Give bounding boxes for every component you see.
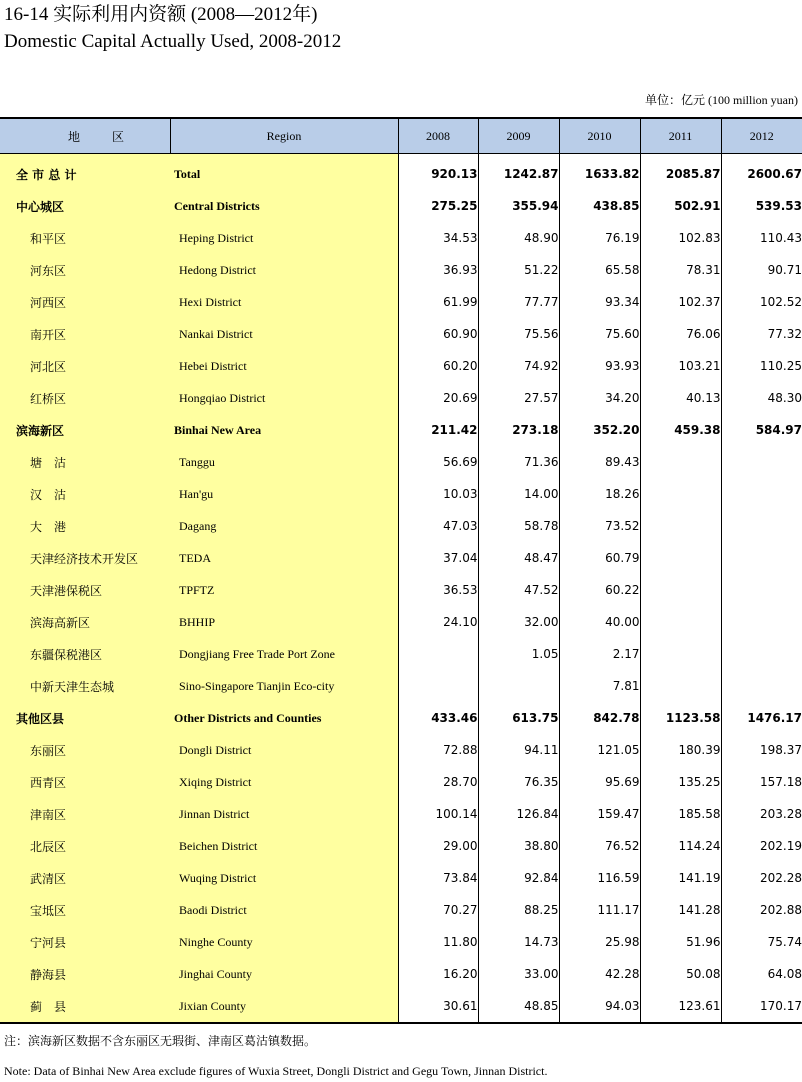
value-cell: 51.22 bbox=[478, 254, 559, 286]
value-cell: 1633.82 bbox=[559, 158, 640, 190]
region-name-cn: 东疆保税港区 bbox=[0, 638, 170, 670]
table-row bbox=[0, 990, 802, 1023]
value-cell: 157.18 bbox=[721, 766, 802, 798]
value-cell: 89.43 bbox=[559, 446, 640, 478]
value-cell bbox=[640, 670, 721, 702]
header-row bbox=[0, 118, 802, 154]
region-name-cn: 全 市 总 计 bbox=[0, 158, 170, 190]
value-cell: 14.00 bbox=[478, 478, 559, 510]
value-cell: 34.53 bbox=[398, 222, 478, 254]
region-name-cn: 滨海新区 bbox=[0, 414, 170, 446]
value-cell: 42.28 bbox=[559, 958, 640, 990]
region-name-en: Dongjiang Free Trade Port Zone bbox=[170, 638, 398, 670]
table-row bbox=[0, 862, 802, 894]
value-cell: 2.17 bbox=[559, 638, 640, 670]
unit-label: 单位：亿元 (100 million yuan) bbox=[645, 93, 798, 107]
region-name-cn: 武清区 bbox=[0, 862, 170, 894]
value-cell: 141.28 bbox=[640, 894, 721, 926]
value-cell bbox=[721, 638, 802, 670]
value-cell: 34.20 bbox=[559, 382, 640, 414]
region-name-cn: 南开区 bbox=[0, 318, 170, 350]
value-cell bbox=[721, 510, 802, 542]
value-cell: 48.85 bbox=[478, 990, 559, 1023]
region-name-cn: 静海县 bbox=[0, 958, 170, 990]
table-row bbox=[0, 926, 802, 958]
table-row bbox=[0, 318, 802, 350]
region-name-en: Xiqing District bbox=[170, 766, 398, 798]
value-cell bbox=[721, 606, 802, 638]
value-cell: 33.00 bbox=[478, 958, 559, 990]
value-cell: 77.77 bbox=[478, 286, 559, 318]
value-cell bbox=[721, 542, 802, 574]
value-cell: 75.74 bbox=[721, 926, 802, 958]
value-cell: 56.69 bbox=[398, 446, 478, 478]
value-cell: 11.80 bbox=[398, 926, 478, 958]
value-cell: 27.57 bbox=[478, 382, 559, 414]
header-region-en: Region bbox=[170, 118, 398, 154]
value-cell: 141.19 bbox=[640, 862, 721, 894]
value-cell: 170.17 bbox=[721, 990, 802, 1023]
region-name-en: Nankai District bbox=[170, 318, 398, 350]
region-name-cn: 天津经济技术开发区 bbox=[0, 542, 170, 574]
value-cell: 40.00 bbox=[559, 606, 640, 638]
region-name-cn: 河北区 bbox=[0, 350, 170, 382]
table-row bbox=[0, 382, 802, 414]
table-row bbox=[0, 542, 802, 574]
region-name-cn: 其他区县 bbox=[0, 702, 170, 734]
region-name-en: Other Districts and Counties bbox=[170, 702, 398, 734]
region-name-en: Han'gu bbox=[170, 478, 398, 510]
value-cell: 90.71 bbox=[721, 254, 802, 286]
value-cell: 74.92 bbox=[478, 350, 559, 382]
table-row bbox=[0, 830, 802, 862]
region-name-en: Wuqing District bbox=[170, 862, 398, 894]
value-cell: 202.19 bbox=[721, 830, 802, 862]
region-name-cn: 中心城区 bbox=[0, 190, 170, 222]
region-name-en: Hongqiao District bbox=[170, 382, 398, 414]
value-cell: 60.79 bbox=[559, 542, 640, 574]
page-title-en: Domestic Capital Actually Used, 2008-2012 bbox=[4, 31, 342, 52]
value-cell: 51.96 bbox=[640, 926, 721, 958]
region-name-cn: 中新天津生态城 bbox=[0, 670, 170, 702]
region-name-en: Binhai New Area bbox=[170, 414, 398, 446]
value-cell: 70.27 bbox=[398, 894, 478, 926]
region-name-cn: 河东区 bbox=[0, 254, 170, 286]
region-name-cn: 宝坻区 bbox=[0, 894, 170, 926]
value-cell: 202.28 bbox=[721, 862, 802, 894]
value-cell: 121.05 bbox=[559, 734, 640, 766]
value-cell: 75.60 bbox=[559, 318, 640, 350]
value-cell: 77.32 bbox=[721, 318, 802, 350]
note-cn: 注：滨海新区数据不含东丽区无瑕街、津南区葛沽镇数据。 bbox=[4, 1034, 317, 1048]
value-cell: 88.25 bbox=[478, 894, 559, 926]
value-cell: 211.42 bbox=[398, 414, 478, 446]
value-cell: 185.58 bbox=[640, 798, 721, 830]
value-cell: 159.47 bbox=[559, 798, 640, 830]
table-row bbox=[0, 510, 802, 542]
value-cell bbox=[640, 542, 721, 574]
value-cell: 76.06 bbox=[640, 318, 721, 350]
region-name-cn: 和平区 bbox=[0, 222, 170, 254]
value-cell: 100.14 bbox=[398, 798, 478, 830]
value-cell: 48.90 bbox=[478, 222, 559, 254]
table-row bbox=[0, 734, 802, 766]
region-name-en: Hexi District bbox=[170, 286, 398, 318]
value-cell bbox=[721, 478, 802, 510]
region-name-en: Heping District bbox=[170, 222, 398, 254]
value-cell: 76.35 bbox=[478, 766, 559, 798]
region-name-cn: 蓟 县 bbox=[0, 990, 170, 1023]
value-cell bbox=[478, 670, 559, 702]
region-name-cn: 津南区 bbox=[0, 798, 170, 830]
value-cell bbox=[721, 446, 802, 478]
region-name-en: Total bbox=[170, 158, 398, 190]
table-row bbox=[0, 446, 802, 478]
region-name-en: Sino-Singapore Tianjin Eco-city bbox=[170, 670, 398, 702]
value-cell: 123.61 bbox=[640, 990, 721, 1023]
value-cell: 72.88 bbox=[398, 734, 478, 766]
value-cell: 102.83 bbox=[640, 222, 721, 254]
region-name-en: Dagang bbox=[170, 510, 398, 542]
table-row bbox=[0, 478, 802, 510]
table-row bbox=[0, 222, 802, 254]
value-cell: 93.34 bbox=[559, 286, 640, 318]
region-name-en: Jinghai County bbox=[170, 958, 398, 990]
value-cell: 64.08 bbox=[721, 958, 802, 990]
table-row-summary bbox=[0, 158, 802, 190]
region-name-cn: 宁河县 bbox=[0, 926, 170, 958]
value-cell: 94.03 bbox=[559, 990, 640, 1023]
value-cell: 94.11 bbox=[478, 734, 559, 766]
value-cell: 438.85 bbox=[559, 190, 640, 222]
table-row bbox=[0, 798, 802, 830]
page-title-cn: 16-14 实际利用内资额 (2008—2012年) bbox=[4, 4, 318, 25]
value-cell bbox=[721, 574, 802, 606]
table-row bbox=[0, 766, 802, 798]
table-row bbox=[0, 254, 802, 286]
region-name-cn: 东丽区 bbox=[0, 734, 170, 766]
region-name-cn: 天津港保税区 bbox=[0, 574, 170, 606]
value-cell bbox=[640, 510, 721, 542]
value-cell: 92.84 bbox=[478, 862, 559, 894]
region-name-en: Tanggu bbox=[170, 446, 398, 478]
note-en: Note: Data of Binhai New Area exclude figures of Wuxia Street, Dongli District and Gegu Town, Jinnan District. bbox=[4, 1064, 548, 1078]
value-cell: 30.61 bbox=[398, 990, 478, 1023]
table-row bbox=[0, 574, 802, 606]
value-cell: 842.78 bbox=[559, 702, 640, 734]
value-cell: 14.73 bbox=[478, 926, 559, 958]
header-year: 2008 bbox=[398, 118, 478, 154]
value-cell: 502.91 bbox=[640, 190, 721, 222]
table-row bbox=[0, 350, 802, 382]
value-cell: 102.37 bbox=[640, 286, 721, 318]
value-cell: 28.70 bbox=[398, 766, 478, 798]
value-cell: 76.19 bbox=[559, 222, 640, 254]
value-cell: 102.52 bbox=[721, 286, 802, 318]
value-cell: 110.43 bbox=[721, 222, 802, 254]
value-cell: 36.53 bbox=[398, 574, 478, 606]
region-name-cn: 北辰区 bbox=[0, 830, 170, 862]
region-name-en: TEDA bbox=[170, 542, 398, 574]
region-name-en: Ninghe County bbox=[170, 926, 398, 958]
table-row bbox=[0, 670, 802, 702]
table-row bbox=[0, 894, 802, 926]
value-cell bbox=[640, 478, 721, 510]
table-row bbox=[0, 286, 802, 318]
table-row-summary bbox=[0, 414, 802, 446]
value-cell: 24.10 bbox=[398, 606, 478, 638]
value-cell: 40.13 bbox=[640, 382, 721, 414]
value-cell: 111.17 bbox=[559, 894, 640, 926]
value-cell: 126.84 bbox=[478, 798, 559, 830]
value-cell: 2085.87 bbox=[640, 158, 721, 190]
header-region-cn: 地 区 bbox=[0, 118, 170, 154]
value-cell bbox=[721, 670, 802, 702]
value-cell: 1123.58 bbox=[640, 702, 721, 734]
value-cell: 60.22 bbox=[559, 574, 640, 606]
value-cell: 1476.17 bbox=[721, 702, 802, 734]
header-year: 2009 bbox=[478, 118, 559, 154]
value-cell: 65.58 bbox=[559, 254, 640, 286]
region-name-en: Jixian County bbox=[170, 990, 398, 1023]
value-cell: 48.30 bbox=[721, 382, 802, 414]
region-name-en: Beichen District bbox=[170, 830, 398, 862]
value-cell: 275.25 bbox=[398, 190, 478, 222]
value-cell: 539.53 bbox=[721, 190, 802, 222]
region-name-cn: 汉 沽 bbox=[0, 478, 170, 510]
region-name-en: Hebei District bbox=[170, 350, 398, 382]
value-cell: 103.21 bbox=[640, 350, 721, 382]
value-cell: 47.03 bbox=[398, 510, 478, 542]
value-cell: 29.00 bbox=[398, 830, 478, 862]
value-cell bbox=[640, 446, 721, 478]
value-cell: 60.20 bbox=[398, 350, 478, 382]
table-row bbox=[0, 638, 802, 670]
table-row bbox=[0, 958, 802, 990]
data-table bbox=[0, 117, 802, 1024]
value-cell bbox=[398, 638, 478, 670]
value-cell bbox=[640, 606, 721, 638]
region-name-cn: 大 港 bbox=[0, 510, 170, 542]
value-cell: 37.04 bbox=[398, 542, 478, 574]
value-cell: 433.46 bbox=[398, 702, 478, 734]
value-cell: 114.24 bbox=[640, 830, 721, 862]
value-cell: 76.52 bbox=[559, 830, 640, 862]
value-cell: 202.88 bbox=[721, 894, 802, 926]
region-name-en: Baodi District bbox=[170, 894, 398, 926]
value-cell: 135.25 bbox=[640, 766, 721, 798]
region-name-en: TPFTZ bbox=[170, 574, 398, 606]
value-cell: 355.94 bbox=[478, 190, 559, 222]
table-row-summary bbox=[0, 190, 802, 222]
value-cell bbox=[640, 574, 721, 606]
value-cell: 273.18 bbox=[478, 414, 559, 446]
region-name-cn: 滨海高新区 bbox=[0, 606, 170, 638]
value-cell: 203.28 bbox=[721, 798, 802, 830]
value-cell: 198.37 bbox=[721, 734, 802, 766]
value-cell: 36.93 bbox=[398, 254, 478, 286]
value-cell: 920.13 bbox=[398, 158, 478, 190]
value-cell: 110.25 bbox=[721, 350, 802, 382]
value-cell: 60.90 bbox=[398, 318, 478, 350]
value-cell: 47.52 bbox=[478, 574, 559, 606]
table-row bbox=[0, 606, 802, 638]
header-year: 2012 bbox=[721, 118, 802, 154]
value-cell: 93.93 bbox=[559, 350, 640, 382]
value-cell: 1.05 bbox=[478, 638, 559, 670]
value-cell: 459.38 bbox=[640, 414, 721, 446]
region-name-cn: 河西区 bbox=[0, 286, 170, 318]
table-row-summary bbox=[0, 702, 802, 734]
region-name-cn: 塘 沽 bbox=[0, 446, 170, 478]
region-name-en: Dongli District bbox=[170, 734, 398, 766]
value-cell: 16.20 bbox=[398, 958, 478, 990]
value-cell: 584.97 bbox=[721, 414, 802, 446]
region-name-en: BHHIP bbox=[170, 606, 398, 638]
region-name-cn: 红桥区 bbox=[0, 382, 170, 414]
value-cell: 73.84 bbox=[398, 862, 478, 894]
value-cell bbox=[398, 670, 478, 702]
value-cell: 613.75 bbox=[478, 702, 559, 734]
value-cell: 7.81 bbox=[559, 670, 640, 702]
value-cell: 50.08 bbox=[640, 958, 721, 990]
value-cell: 1242.87 bbox=[478, 158, 559, 190]
header-year: 2011 bbox=[640, 118, 721, 154]
value-cell: 38.80 bbox=[478, 830, 559, 862]
value-cell: 25.98 bbox=[559, 926, 640, 958]
value-cell: 73.52 bbox=[559, 510, 640, 542]
value-cell: 2600.67 bbox=[721, 158, 802, 190]
region-name-cn: 西青区 bbox=[0, 766, 170, 798]
region-name-en: Hedong District bbox=[170, 254, 398, 286]
value-cell: 95.69 bbox=[559, 766, 640, 798]
value-cell: 61.99 bbox=[398, 286, 478, 318]
value-cell: 71.36 bbox=[478, 446, 559, 478]
value-cell: 18.26 bbox=[559, 478, 640, 510]
region-name-en: Central Districts bbox=[170, 190, 398, 222]
value-cell: 116.59 bbox=[559, 862, 640, 894]
value-cell: 78.31 bbox=[640, 254, 721, 286]
value-cell: 75.56 bbox=[478, 318, 559, 350]
value-cell: 58.78 bbox=[478, 510, 559, 542]
value-cell: 48.47 bbox=[478, 542, 559, 574]
header-year: 2010 bbox=[559, 118, 640, 154]
table-body bbox=[0, 154, 802, 1024]
value-cell: 32.00 bbox=[478, 606, 559, 638]
region-name-en: Jinnan District bbox=[170, 798, 398, 830]
value-cell: 10.03 bbox=[398, 478, 478, 510]
value-cell: 352.20 bbox=[559, 414, 640, 446]
value-cell: 20.69 bbox=[398, 382, 478, 414]
value-cell: 180.39 bbox=[640, 734, 721, 766]
value-cell bbox=[640, 638, 721, 670]
